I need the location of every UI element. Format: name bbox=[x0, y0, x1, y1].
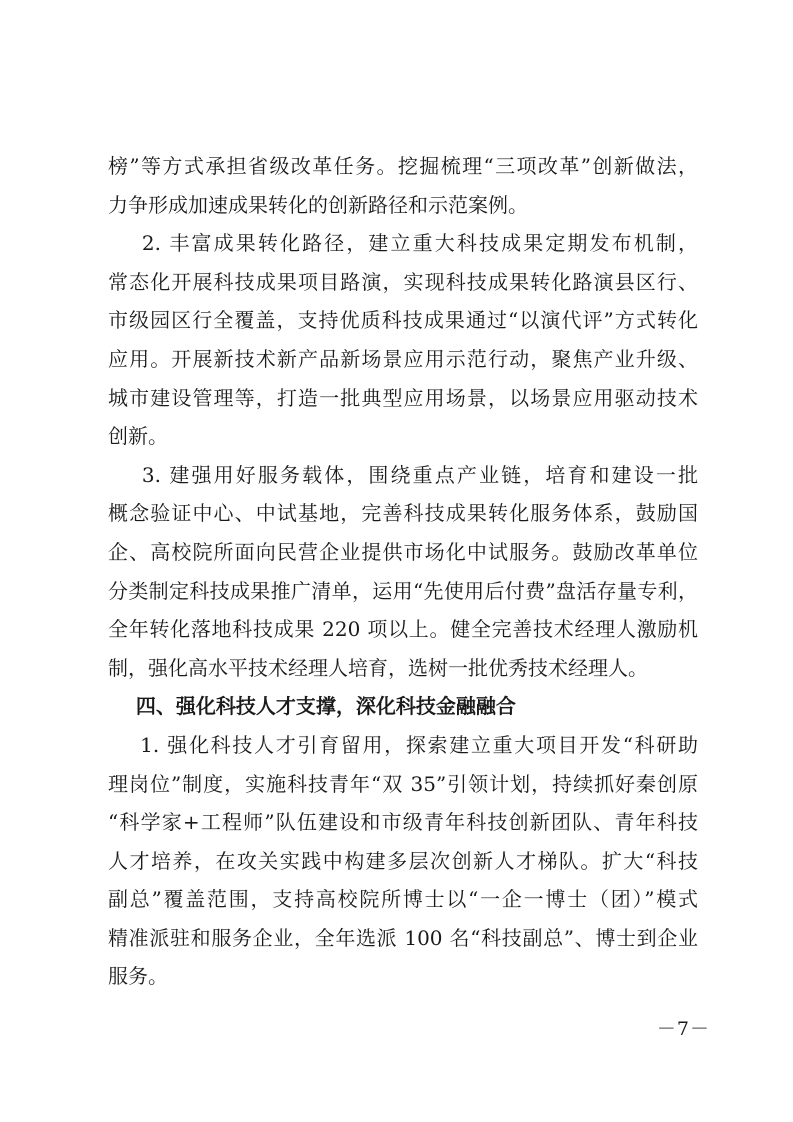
text-line: 2. 丰富成果转化路径，建立重大科技成果定期发布机制， bbox=[108, 231, 698, 256]
text-line: 制，强化高水平技术经理人培育，选树一批优秀技术经理人。 bbox=[108, 655, 648, 680]
text-line: 1. 强化科技人才引育留用，探索建立重大项目开发“科研助 bbox=[108, 732, 698, 757]
section-heading: 四、强化科技人才支撑，深化科技金融融合 bbox=[108, 694, 516, 719]
text-line: 市级园区行全覆盖，支持优质科技成果通过“以演代评”方式转化 bbox=[108, 308, 698, 333]
text-line: 常态化开展科技成果项目路演，实现科技成果转化路演县区行、 bbox=[108, 269, 698, 294]
text-line: 企、高校院所面向民营企业提供市场化中试服务。鼓励改革单位 bbox=[108, 539, 698, 564]
text-line: 服务。 bbox=[108, 964, 168, 989]
text-line: 榜”等方式承担省级改革任务。挖掘梳理“三项改革”创新做法， bbox=[108, 154, 698, 178]
text-line: 应用。开展新技术新产品新场景应用示范行动，聚焦产业升级、 bbox=[108, 346, 698, 371]
text-line: 分类制定科技成果推广清单，运用“先使用后付费”盘活存量专利， bbox=[108, 578, 698, 603]
text-line: 力争形成加速成果转化的创新路径和示范案例。 bbox=[108, 192, 528, 217]
text-line: 概念验证中心、中试基地，完善科技成果转化服务体系，鼓励国 bbox=[108, 501, 698, 526]
page-number: －7－ bbox=[656, 1018, 710, 1040]
text-line: 副总”覆盖范围，支持高校院所博士以“一企一博士（团）”模式 bbox=[108, 887, 698, 912]
text-line: 创新。 bbox=[108, 424, 168, 449]
text-line: 人才培养，在攻关实践中构建多层次创新人才梯队。扩大“科技 bbox=[108, 848, 698, 873]
document-body bbox=[108, 147, 698, 996]
text-line: 全年转化落地科技成果 220 项以上。健全完善技术经理人激励机 bbox=[108, 617, 698, 642]
text-line: 理岗位”制度，实施科技青年“双 35”引领计划，持续抓好秦创原 bbox=[108, 771, 698, 796]
text-line: 精准派驻和服务企业，全年选派 100 名“科技副总”、博士到企业 bbox=[108, 925, 698, 950]
text-line: 城市建设管理等，打造一批典型应用场景，以场景应用驱动技术 bbox=[108, 385, 698, 410]
text-line: 3. 建强用好服务载体，围绕重点产业链，培育和建设一批 bbox=[108, 462, 698, 487]
text-line: “科学家+工程师”队伍建设和市级青年科技创新团队、青年科技 bbox=[108, 810, 698, 835]
